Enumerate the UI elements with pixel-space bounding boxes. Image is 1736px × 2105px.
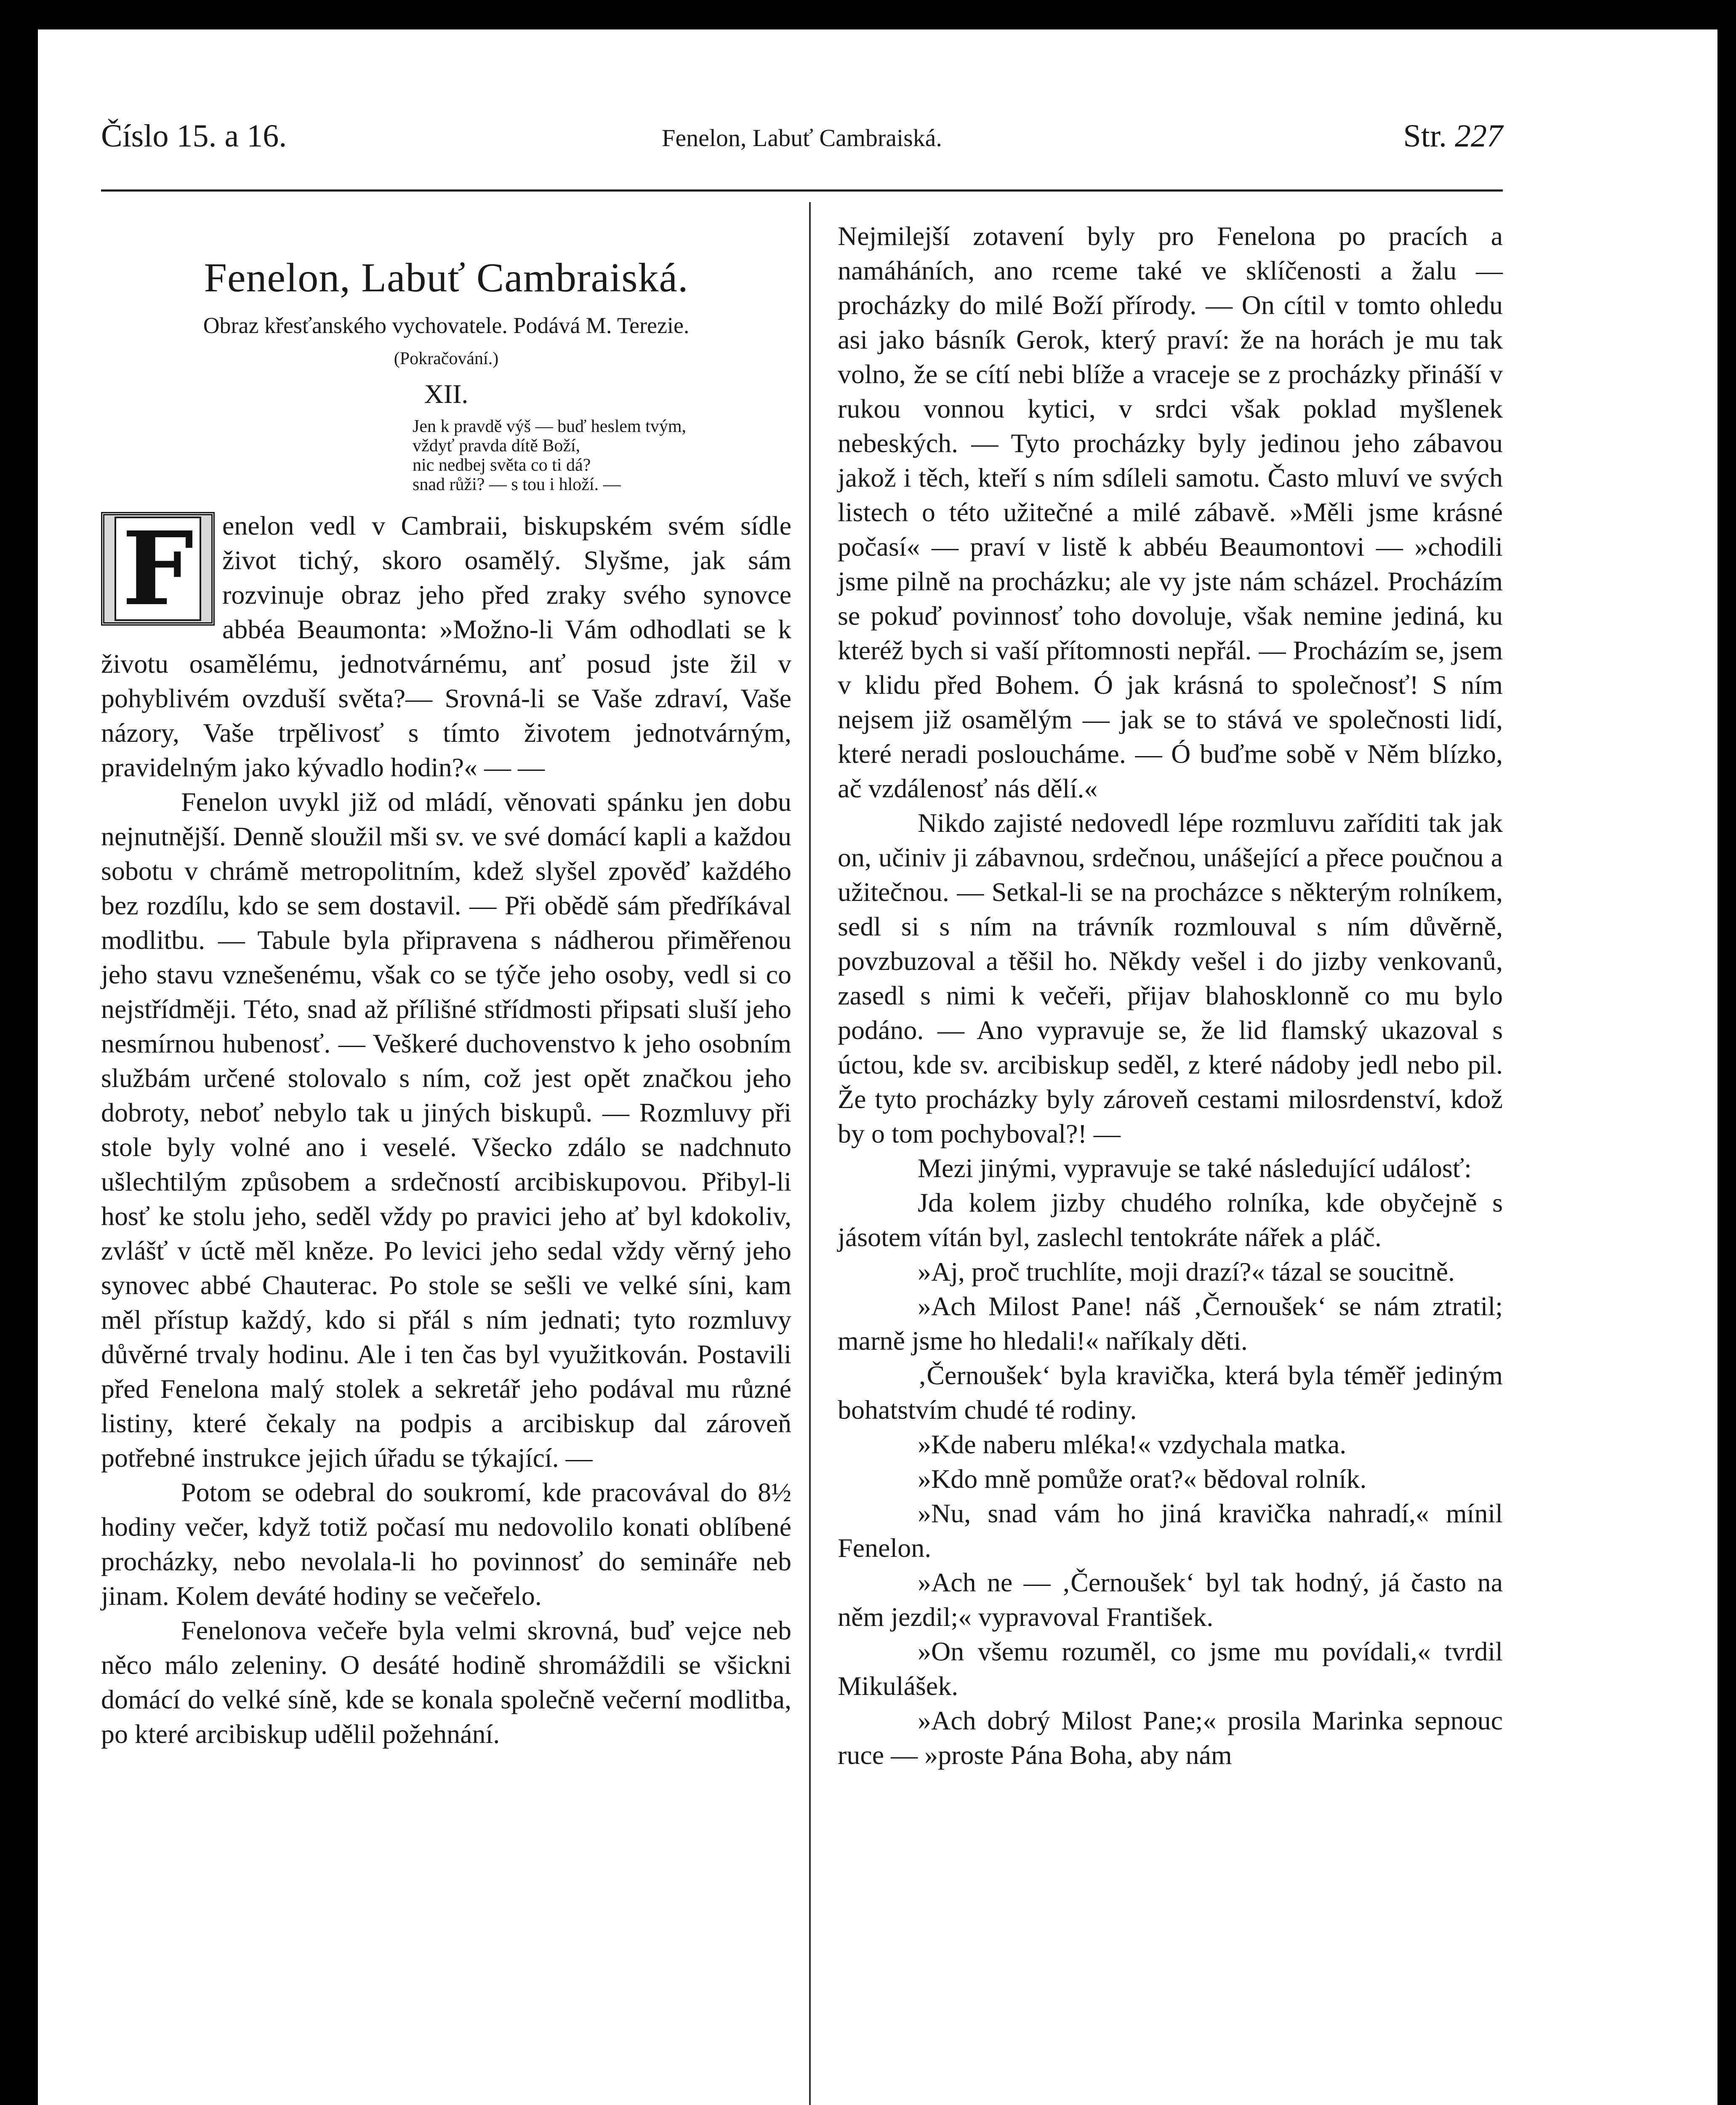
header-divider: [101, 189, 1503, 192]
page-number: 227: [1455, 118, 1503, 154]
paragraph: Potom se odebral do soukromí, kde pracovával do 8½ hodiny večer, když totiž počasí mu nedovolilo konati oblíbené procházky, nebo nevolala-li ho povinnosť do semináře neb jinam. Kolem deváté hodiny se večeřelo.: [101, 1477, 791, 1611]
paragraph: enelon vedl v Cambraii, biskupském svém sídle život tichý, skoro osamělý. Slyšme, jak sám rozvinuje obraz jeho před zraky svého synovce abbéa Beaumonta: »Možno-li Vám odhodlati se k životu osamělému, jednotvárnému, anť posud jste žil v pohyblivém ovzduší světa?— Srovná-li se Vaše zdraví, Vaše názory, Vaše trpělivosť s tímto životem jednotvárným, pravidelným jako kývadlo hodin?« — —: [101, 511, 791, 782]
paragraph: Nikdo zajisté nedovedl lépe rozmluvu zaříditi tak jak on, učiniv ji zábavnou, srdečnou, unášející a přece poučnou a užitečnou. — Setkal-li se na procházce s některým rolníkem, sedl si s ním na trávník rozmlouval s ním důvěrně, povzbuzoval a těšil ho. Někdy vešel i do jizby venkovanů, zasedl s nimi k večeři, přijav blahosklonně co mu bylo podáno. — Ano vypravuje se, že lid flamský ukazoval s úctou, kde sv. arcibiskup seděl, z které nádoby jedl nebo pil. Že tyto procházky byly zároveň cestami milosrdenství, kdož by o tom pochyboval?! —: [838, 808, 1503, 1148]
running-title: Fenelon, Labuť Cambraiská.: [662, 124, 942, 152]
left-column: [101, 253, 791, 1751]
epigraph-line: snad růži? — s tou i hloží. —: [413, 475, 621, 494]
paragraph: »Aj, proč truchlíte, moji drazí?« tázal se soucitně.: [918, 1257, 1455, 1287]
paragraph: »Ach ne — ‚Černoušek‘ byl tak hodný, já často na něm jezdil;« vypravoval František.: [838, 1567, 1503, 1632]
paragraph: Jda kolem jizby chudého rolníka, kde obyčejně s jásotem vítán byl, zaslechl tentokráte nářek a pláč.: [838, 1188, 1503, 1252]
page-label: Str.: [1403, 118, 1447, 154]
drop-cap-letter: F: [114, 517, 201, 621]
paragraph: Nejmilejší zotavení byly pro Fenelona po pracích a namáháních, ano rceme také ve sklíčenosti a žalu — procházky do milé Boží přírody. — On cítil v tomto ohledu asi jako básník Gerok, který praví: že na horách je mu tak volno, že se cítí nebi blíže a vraceje se z procházky přináší v rukou vonnou kytici, v srdci však poklad myšlenek nebeských. — Tyto procházky byly jedinou jeho zábavou jakož i těch, kteří s ním sdíleli samotu. Často mluví ve svých listech o této užitečné a milé zábavě. »Měli jsme krásné počasí« — praví v listě k abbéu Beaumontovi — »chodili jsme pilně na procházku; ale vy jste nám scházel. Procházím se pokuď povinnosť toho dovoluje, však nemine jediná, ku kteréž bych si vaší přítomnosti nepřál. — Procházím se, jsem v klidu před Bohem. Ó jak krásná to společnosť! S ním nejsem již osamělým — jak se to stává ve společnosti lidí, které neradi posloucháme. — Ó buďme sobě v Něm blízko, ač vzdálenosť nás dělí.«: [838, 221, 1503, 803]
chapter-number: XII.: [424, 379, 469, 409]
paragraph: Fenelon uvykl již od mládí, věnovati spánku jen dobu nejnutnější. Denně sloužil mši sv. ve své domácí kapli a každou sobotu v chrámě metropolitním, kdež slyšel zpověď každého bez rozdílu, kdo se sem dostavil. — Při obědě sám předříkával modlitbu. — Tabule byla připravena s nádherou přiměřenou jeho stavu vznešenému, však co se týče jeho osoby, vedl si co nejstřídměji. Této, snad až přílišné střídmosti připsati sluší jeho nesmírnou hubenosť. — Veškeré duchovenstvo k jeho osobním službám určené stolovalo s ním, což jest opět značkou jeho dobroty, neboť nebylo tak u jiných biskupů. — Rozmluvy při stole byly volné ano i veselé. Všecko zdálo se nadchnuto ušlechtilým způsobem a srdečností arcibiskupovou. Přibyl-li hosť ke stolu jeho, seděl vždy po pravici jeho ať byl kdokoliv, zvlášť v úctě měl kněze. Po levici jeho sedal vždy věrný jeho synovec abbé Chauterac. Po stole se sešli ve velké síni, kam měl přístup každý, kdo si přál s ním jednati; tyto rozmluvy důvěrné trvaly hodinu. Ale i ten čas byl využitkován. Postavili před Fenelona malý stolek a sekretář jeho podával mu různé listiny, které čekaly na podpis a arcibiskup dal zároveň potřebné instrukce jejich úřadu se týkající. —: [101, 787, 791, 1473]
article-subtitle: Obraz křesťanského vychovatele. Podává M. Terezie.: [203, 313, 690, 338]
paragraph: »Kde naberu mléka!« vzdychala matka.: [918, 1429, 1347, 1459]
paragraph: »Ach dobrý Milost Pane;« prosila Marinka sepnouc ruce — »proste Pána Boha, aby nám: [838, 1705, 1503, 1770]
paragraph: »Nu, snad vám ho jiná kravička nahradí,« mínil Fenelon.: [838, 1498, 1503, 1563]
paragraph: »On všemu rozuměl, co jsme mu povídali,« tvrdil Mikulášek.: [838, 1636, 1503, 1701]
continued-note: (Pokračování.): [394, 349, 499, 368]
drop-cap-ornament: [101, 509, 215, 628]
page-number-label: [1403, 118, 1503, 155]
article-title: Fenelon, Labuť Cambraiská.: [204, 255, 689, 301]
paragraph: Fenelonova večeře byla velmi skrovná, buď vejce neb něco málo zeleniny. O desáté hodině shromáždili se všickni domácí do velké síně, kde se konala společně večerní modlitba, po které arcibiskup udělil požehnání.: [101, 1615, 791, 1749]
issue-number: Číslo 15. a 16.: [101, 118, 287, 154]
opening-paragraph: [101, 509, 791, 785]
paragraph: Mezi jinými, vypravuje se také následující událosť:: [918, 1153, 1472, 1183]
epigraph: [413, 417, 791, 494]
column-divider: [809, 202, 811, 2105]
paragraph: »Ach Milost Pane! náš ‚Černoušek‘ se nám ztratil; marně jsme ho hledali!« naříkaly děti.: [838, 1291, 1503, 1356]
running-header: [101, 118, 1503, 177]
paragraph: »Kdo mně pomůže orat?« bědoval rolník.: [918, 1464, 1367, 1494]
right-column: [838, 219, 1503, 1772]
epigraph-line: nic nedbej světa co ti dá?: [413, 456, 591, 475]
paragraph: ‚Černoušek‘ byla kravička, která byla téměř jediným bohatstvím chudé té rodiny.: [838, 1360, 1503, 1425]
epigraph-line: Jen k pravdě výš — buď heslem tvým,: [413, 417, 687, 436]
epigraph-line: vždyť pravda dítě Boží,: [413, 436, 580, 456]
